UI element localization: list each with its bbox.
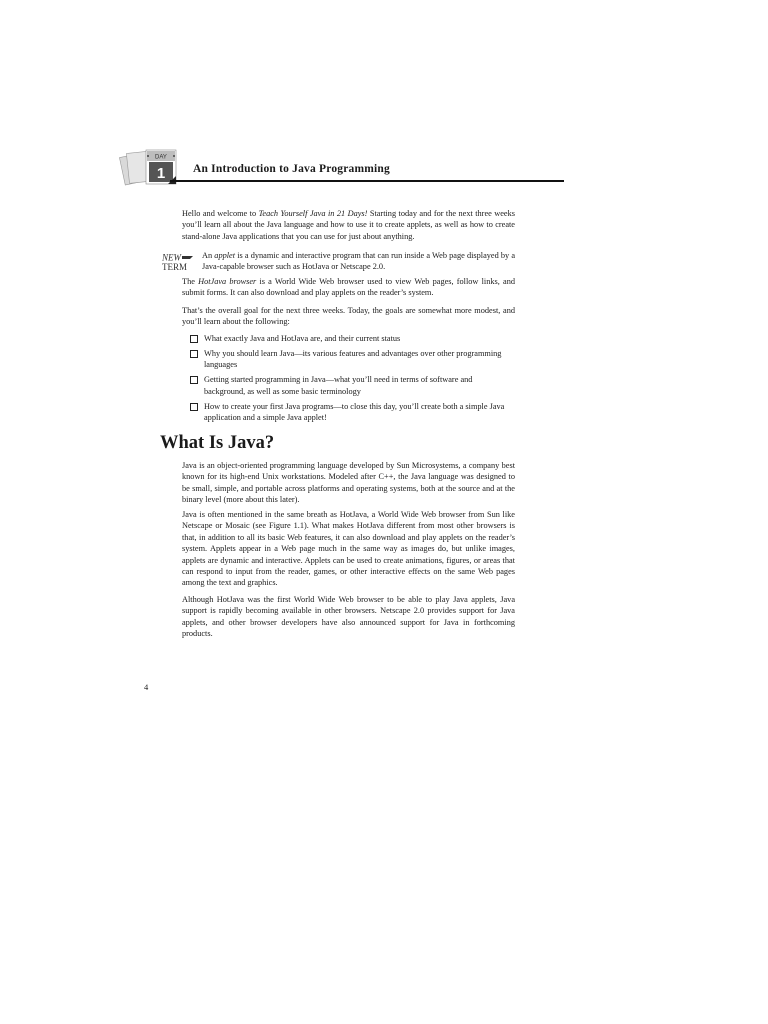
list-item: Getting started programming in Java—what you’ll need in terms of software and background, as well as some basic terminology	[190, 374, 515, 397]
hotjava-definition: The HotJava browser is a World Wide Web browser used to view Web pages, follow links, and submit forms. It can also download and play applets on the reader’s system.	[182, 277, 515, 298]
goals-list	[190, 333, 515, 427]
section-paragraph-1: Java is an object-oriented programming language developed by Sun Microsystems, a company best known for its high-end Unix workstations. Modeled after C++, the Java language was designed to be small, simple, and portable across platforms and operating systems, both at the source and at the binary level (more about this later).	[182, 461, 515, 505]
applet-definition: An applet is a dynamic and interactive program that can run inside a Web page displayed by a Java-capable browser such as HotJava or Netscape 2.0.	[202, 251, 516, 272]
chapter-title: An Introduction to Java Programming	[193, 163, 390, 175]
book-title: Teach Yourself Java in 21 Days!	[258, 209, 368, 218]
checkbox-bullet-icon	[190, 376, 198, 384]
svg-text:NEW: NEW	[162, 252, 181, 263]
checkbox-bullet-icon	[190, 335, 198, 343]
list-item: How to create your first Java programs—to close this day, you’ll create both a simple Java application and a simple Java applet!	[190, 401, 515, 424]
day-badge-icon	[118, 146, 182, 188]
day-label: DAY	[155, 154, 167, 161]
section-heading: What Is Java?	[160, 433, 275, 453]
header-rule	[170, 180, 564, 182]
list-item: Why you should learn Java—its various features and advantages over other programming languages	[190, 348, 515, 371]
section-paragraph-2: Java is often mentioned in the same breath as HotJava, a World Wide Web browser from Sun like Netscape or Mosaic (see Figure 1.1). What makes HotJava different from most other browsers is that, in addition to all its basic Web features, it can also download and play applets on the reader’s system. Applets appear in a Web page much in the same way as images do, but unlike images, applets are dynamic and interactive. Applets can be used to create animations, figures, or areas that can respond to input from the reader, games, or other interactive effects on the same Web pages among the text and graphics.	[182, 510, 515, 588]
page-number: 4	[144, 682, 149, 692]
svg-text:TERM: TERM	[162, 262, 188, 272]
goals-paragraph: That’s the overall goal for the next three weeks. Today, the goals are somewhat more modest, and you’ll learn about the following:	[182, 306, 515, 327]
day-number: 1	[156, 165, 166, 182]
checkbox-bullet-icon	[190, 403, 198, 411]
intro-paragraph: Hello and welcome to Teach Yourself Java in 21 Days! Starting today and for the next three weeks you’ll learn all about the Java language and how to use it to create applets, as well as how to create stand-alone Java applications that you can use for just about anything.	[182, 209, 515, 241]
section-paragraph-3: Although HotJava was the first World Wide Web browser to be able to play Java applets, Java support is rapidly becoming available in other browsers. Netscape 2.0 provides support for Java applets, and other browser developers have also announced support for Java in forthcoming products.	[182, 595, 515, 639]
checkbox-bullet-icon	[190, 350, 198, 358]
new-term-icon	[161, 252, 197, 272]
list-item: What exactly Java and HotJava are, and their current status	[190, 333, 515, 344]
